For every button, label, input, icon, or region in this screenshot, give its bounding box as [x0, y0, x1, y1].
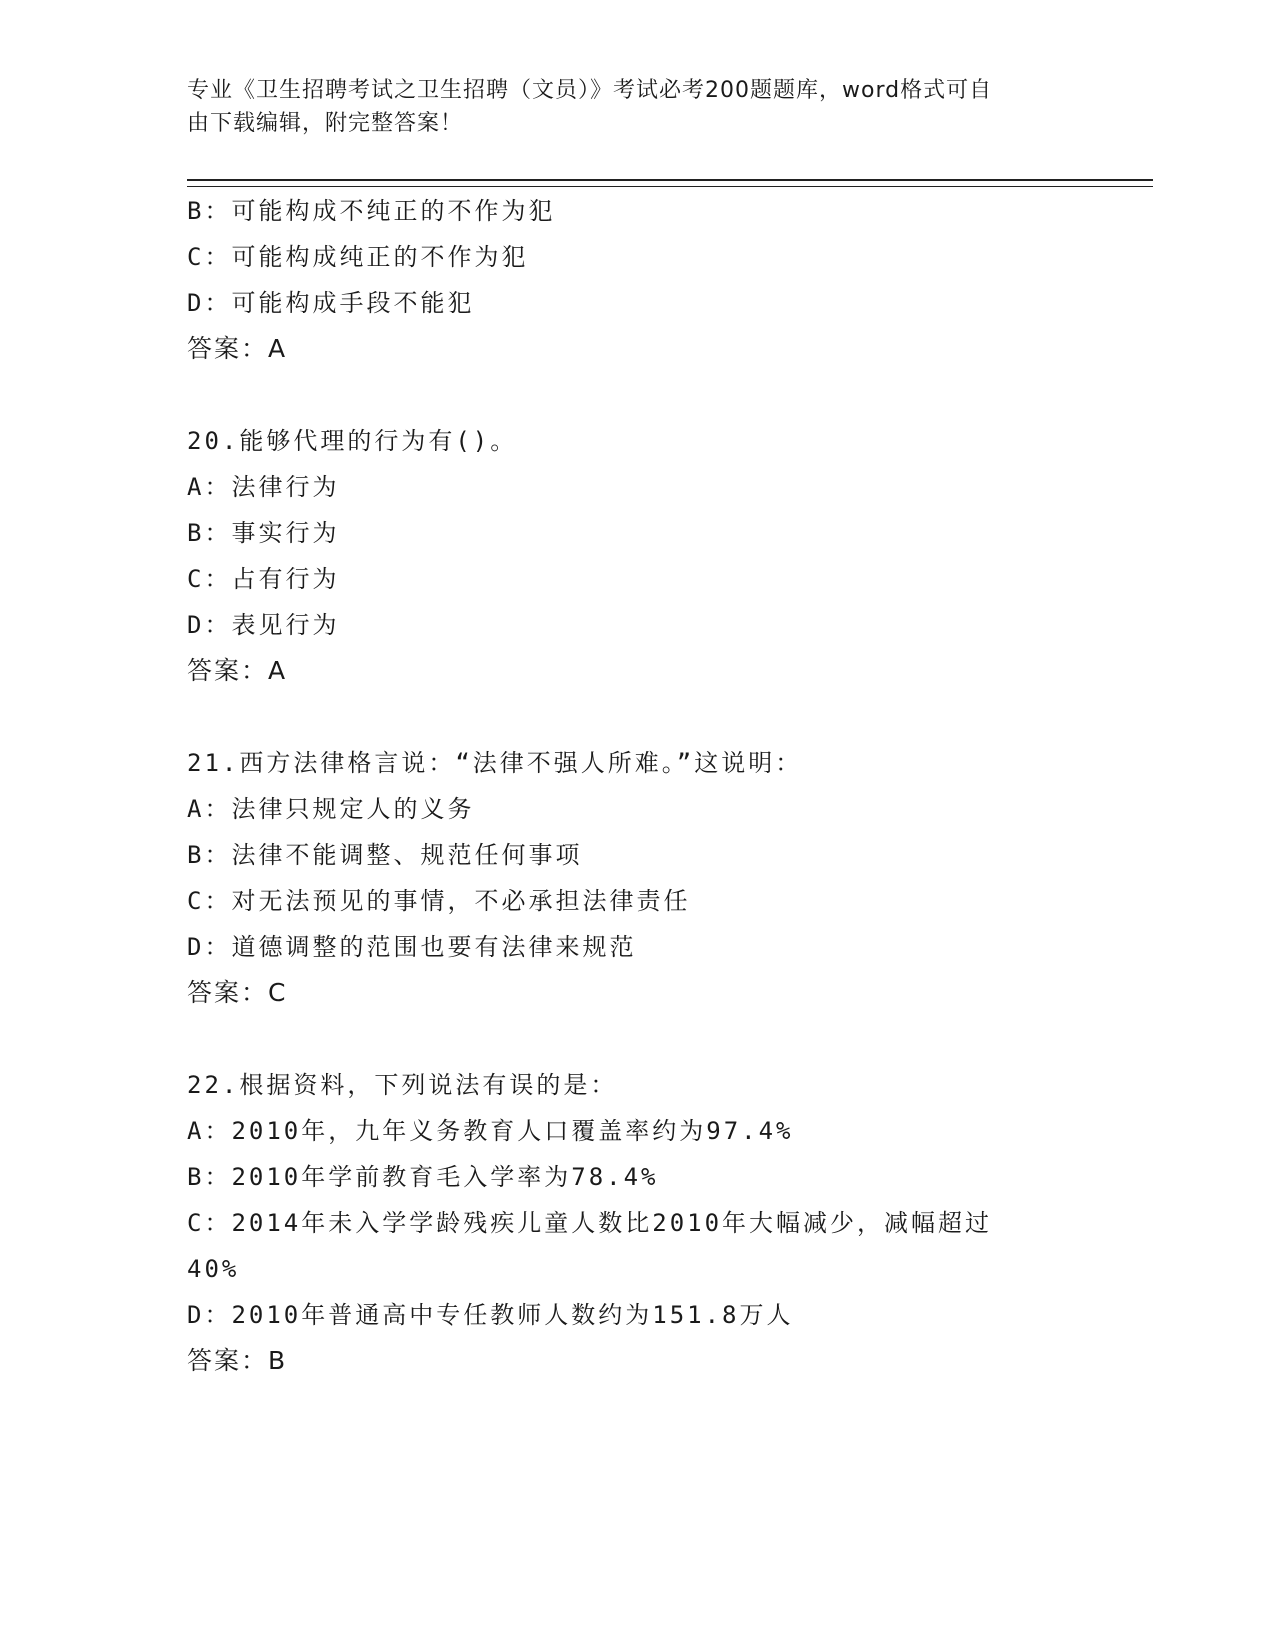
- question-20: [187, 418, 1107, 694]
- header-divider: [187, 179, 1153, 187]
- option-b: B：事实行为: [187, 519, 340, 547]
- document-header: [187, 74, 1067, 140]
- answer: 答案：A: [187, 656, 288, 685]
- option-a: A：法律行为: [187, 473, 340, 501]
- question-stem: 20.能够代理的行为有()。: [187, 427, 518, 455]
- option-c-continued: 40%: [187, 1255, 240, 1283]
- header-line-1: 专业《卫生招聘考试之卫生招聘（文员）》考试必考200题题库，word格式可自: [187, 78, 993, 103]
- option-d: D：可能构成手段不能犯: [187, 289, 475, 317]
- answer: 答案：A: [187, 334, 288, 363]
- option-b: B：可能构成不纯正的不作为犯: [187, 197, 556, 225]
- option-d: D：表见行为: [187, 611, 340, 639]
- option-b: B：2010年学前教育毛入学率为78.4%: [187, 1163, 659, 1191]
- option-c: C：2014年未入学学龄残疾儿童人数比2010年大幅减少，减幅超过: [187, 1209, 993, 1237]
- question-stem: 21.西方法律格言说：“法律不强人所难。”这说明：: [187, 749, 803, 777]
- spacer: [187, 372, 1107, 418]
- question-22: [187, 1062, 1107, 1384]
- question-list: [187, 188, 1107, 1384]
- option-a: A：2010年，九年义务教育人口覆盖率约为97.4%: [187, 1117, 794, 1145]
- question-19-fragment: [187, 188, 1107, 372]
- option-a: A：法律只规定人的义务: [187, 795, 475, 823]
- question-stem: 22.根据资料，下列说法有误的是：: [187, 1071, 618, 1099]
- header-line-2: 由下载编辑，附完整答案！: [187, 111, 464, 136]
- option-b: B：法律不能调整、规范任何事项: [187, 841, 583, 869]
- answer: 答案：B: [187, 1346, 288, 1375]
- option-c: C：占有行为: [187, 565, 340, 593]
- question-21: [187, 740, 1107, 1016]
- option-c: C：可能构成纯正的不作为犯: [187, 243, 529, 271]
- option-c: C：对无法预见的事情，不必承担法律责任: [187, 887, 691, 915]
- option-d: D：道德调整的范围也要有法律来规范: [187, 933, 637, 961]
- option-d: D：2010年普通高中专任教师人数约为151.8万人: [187, 1301, 794, 1329]
- answer: 答案：C: [187, 978, 288, 1007]
- spacer: [187, 1016, 1107, 1062]
- spacer: [187, 694, 1107, 740]
